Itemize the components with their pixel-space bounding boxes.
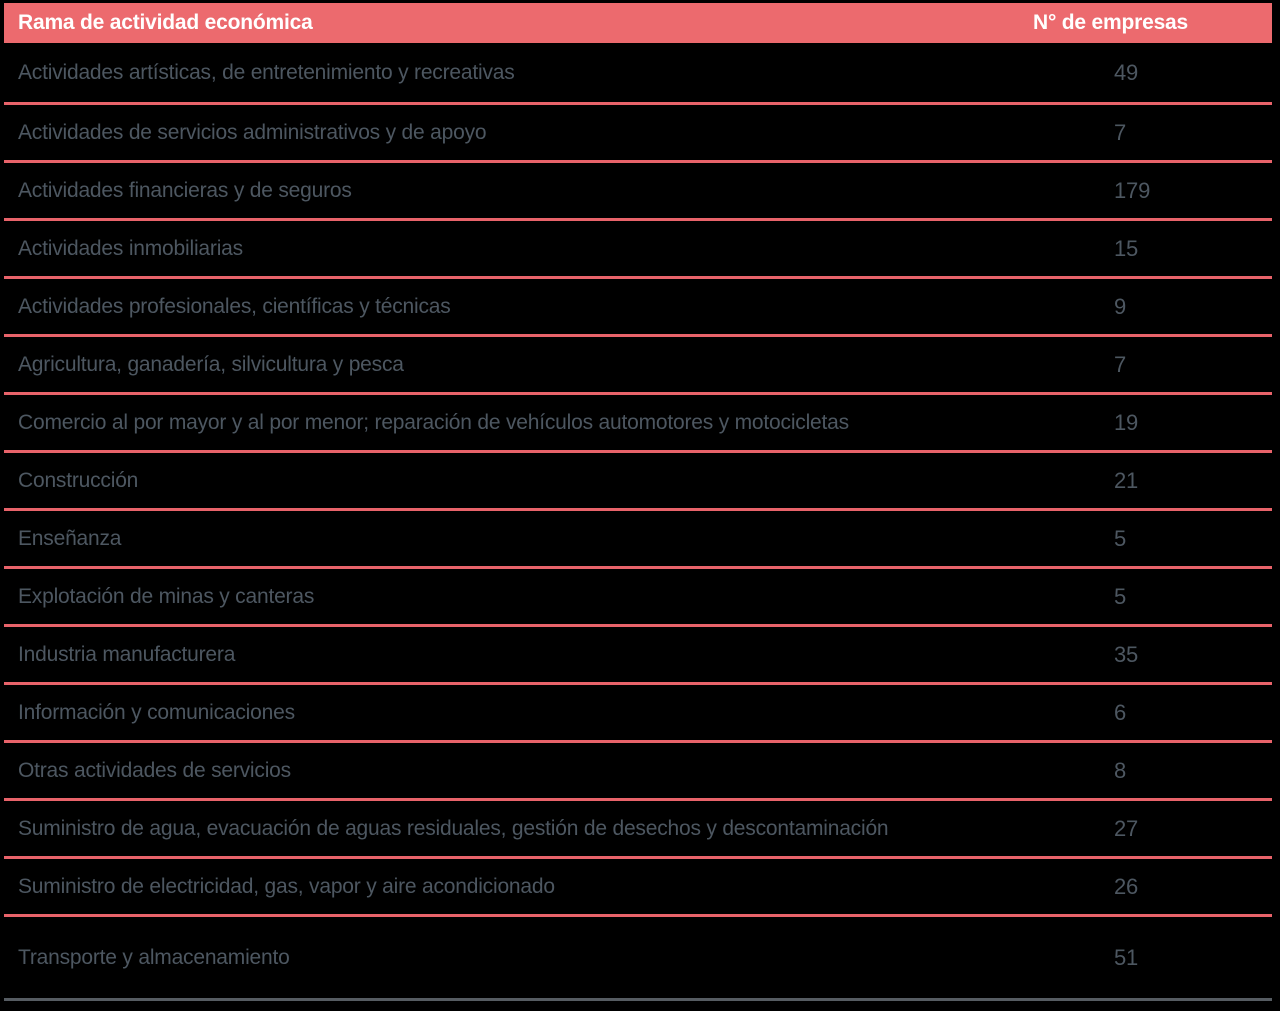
table-row (4, 43, 1272, 105)
row-activity-label: Actividades inmobiliarias (18, 236, 243, 260)
row-companies-count: 7 (1114, 351, 1127, 377)
row-activity-label: Explotación de minas y canteras (18, 584, 315, 608)
row-activity-label: Actividades artísticas, de entretenimiento y recreativas (18, 60, 515, 84)
row-companies-count: 26 (1114, 873, 1139, 899)
table-row (4, 453, 1272, 511)
table-row (4, 569, 1272, 627)
table-row (4, 279, 1272, 337)
row-companies-count: 6 (1114, 699, 1127, 725)
row-activity-label: Actividades financieras y de seguros (18, 178, 352, 202)
row-activity-label: Suministro de electricidad, gas, vapor y aire acondicionado (18, 874, 555, 898)
row-activity-label: Información y comunicaciones (18, 700, 295, 724)
row-activity-label: Otras actividades de servicios (18, 758, 291, 782)
row-companies-count: 21 (1114, 467, 1139, 493)
row-companies-count: 5 (1114, 583, 1127, 609)
row-activity-label: Transporte y almacenamiento (18, 945, 290, 969)
row-activity-label: Actividades de servicios administrativos y de apoyo (18, 120, 487, 144)
table-row (4, 859, 1272, 917)
row-companies-count: 15 (1114, 235, 1139, 261)
table-row (4, 221, 1272, 279)
header-activity-column: Rama de actividad económica (18, 11, 313, 34)
table-row (4, 743, 1272, 801)
row-companies-count: 19 (1114, 409, 1139, 435)
row-activity-label: Industria manufacturera (18, 642, 236, 666)
table-row (4, 917, 1272, 1001)
row-companies-count: 7 (1114, 119, 1127, 145)
table-row (4, 395, 1272, 453)
row-companies-count: 179 (1114, 177, 1151, 203)
row-companies-count: 49 (1114, 59, 1139, 85)
row-companies-count: 9 (1114, 293, 1127, 319)
table-row (4, 801, 1272, 859)
header-companies-count-column: N° de empresas (1033, 11, 1189, 34)
row-activity-label: Enseñanza (18, 526, 122, 550)
table-row (4, 627, 1272, 685)
row-activity-label: Agricultura, ganadería, silvicultura y pesca (18, 352, 404, 376)
row-activity-label: Comercio al por mayor y al por menor; reparación de vehículos automotores y motocicletas (18, 410, 849, 434)
table-row (4, 511, 1272, 569)
table-row (4, 337, 1272, 395)
table-row (4, 105, 1272, 163)
table-body (4, 43, 1272, 1001)
table-row (4, 685, 1272, 743)
row-activity-label: Actividades profesionales, científicas y técnicas (18, 294, 451, 318)
table-header-row (4, 3, 1272, 43)
row-companies-count: 35 (1114, 641, 1139, 667)
companies-by-activity-table (4, 3, 1272, 1001)
row-companies-count: 27 (1114, 815, 1139, 841)
row-companies-count: 51 (1114, 944, 1139, 970)
row-companies-count: 8 (1114, 757, 1127, 783)
row-activity-label: Construcción (18, 468, 139, 492)
table-row (4, 163, 1272, 221)
row-companies-count: 5 (1114, 525, 1127, 551)
row-activity-label: Suministro de agua, evacuación de aguas residuales, gestión de desechos y descontaminación (18, 816, 889, 840)
